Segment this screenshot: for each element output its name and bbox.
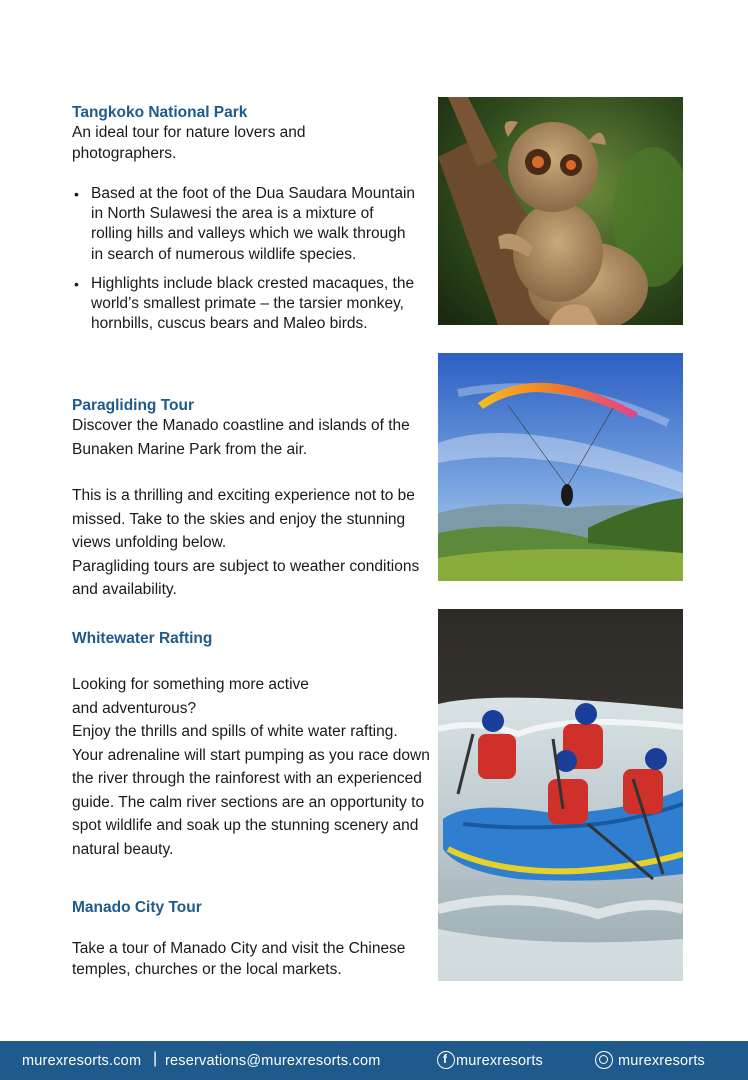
list-item: • Highlights include black crested macaques, the world’s smallest primate – the tarsier monkey, hornbills, cuscus bears and Maleo birds. xyxy=(72,274,417,335)
footer-separator: | xyxy=(153,1050,158,1067)
section-rafting xyxy=(72,629,432,861)
section-tangkoko xyxy=(72,103,432,334)
website-link[interactable]: murexresorts.com xyxy=(22,1053,142,1069)
paragliding-note: Paragliding tours are subject to weather conditions and availability. xyxy=(72,557,420,598)
manado-title: Manado City Tour xyxy=(72,899,202,916)
rafting-intro: Looking for something more active and adventurous? xyxy=(72,676,309,717)
facebook-handle[interactable]: murexresorts xyxy=(456,1053,543,1069)
instagram-handle[interactable]: murexresorts xyxy=(618,1053,705,1069)
tangkoko-intro: An ideal tour for nature lovers and photographers. xyxy=(72,124,306,162)
footer-bar xyxy=(0,1041,748,1080)
rafting-title: Whitewater Rafting xyxy=(72,630,213,647)
instagram-icon xyxy=(595,1051,613,1069)
rafting-photo xyxy=(438,609,683,981)
email-link[interactable]: reservations@murexresorts.com xyxy=(165,1053,381,1069)
manado-body: Take a tour of Manado City and visit the Chinese temples, churches or the local markets. xyxy=(72,940,406,978)
facebook-icon: f xyxy=(437,1051,455,1069)
paragliding-title: Paragliding Tour xyxy=(72,397,194,414)
paragliding-intro: Discover the Manado coastline and islands of the Bunaken Marine Park from the air. xyxy=(72,417,410,458)
list-item: • Based at the foot of the Dua Saudara Mountain in North Sulawesi the area is a mixture of rolling hills and valleys which we walk through in search of numerous wildlife species. xyxy=(72,184,417,265)
rafting-body: Enjoy the thrills and spills of white water rafting. Your adrenaline will start pumping as you race down the river through the rainforest with an experienced guide. The calm river sections are an opportunity to spot wildlife and soak up the stunning scenery and natural beauty. xyxy=(72,723,430,858)
tarsier-photo xyxy=(438,97,683,325)
section-manado xyxy=(72,898,432,980)
tangkoko-bullets xyxy=(72,184,417,334)
paragliding-body: This is a thrilling and exciting experience not to be missed. Take to the skies and enjoy the stunning views unfolding below. xyxy=(72,487,415,551)
tangkoko-title: Tangkoko National Park xyxy=(72,104,248,121)
paragliding-photo xyxy=(438,353,683,581)
section-paragliding xyxy=(72,396,432,602)
